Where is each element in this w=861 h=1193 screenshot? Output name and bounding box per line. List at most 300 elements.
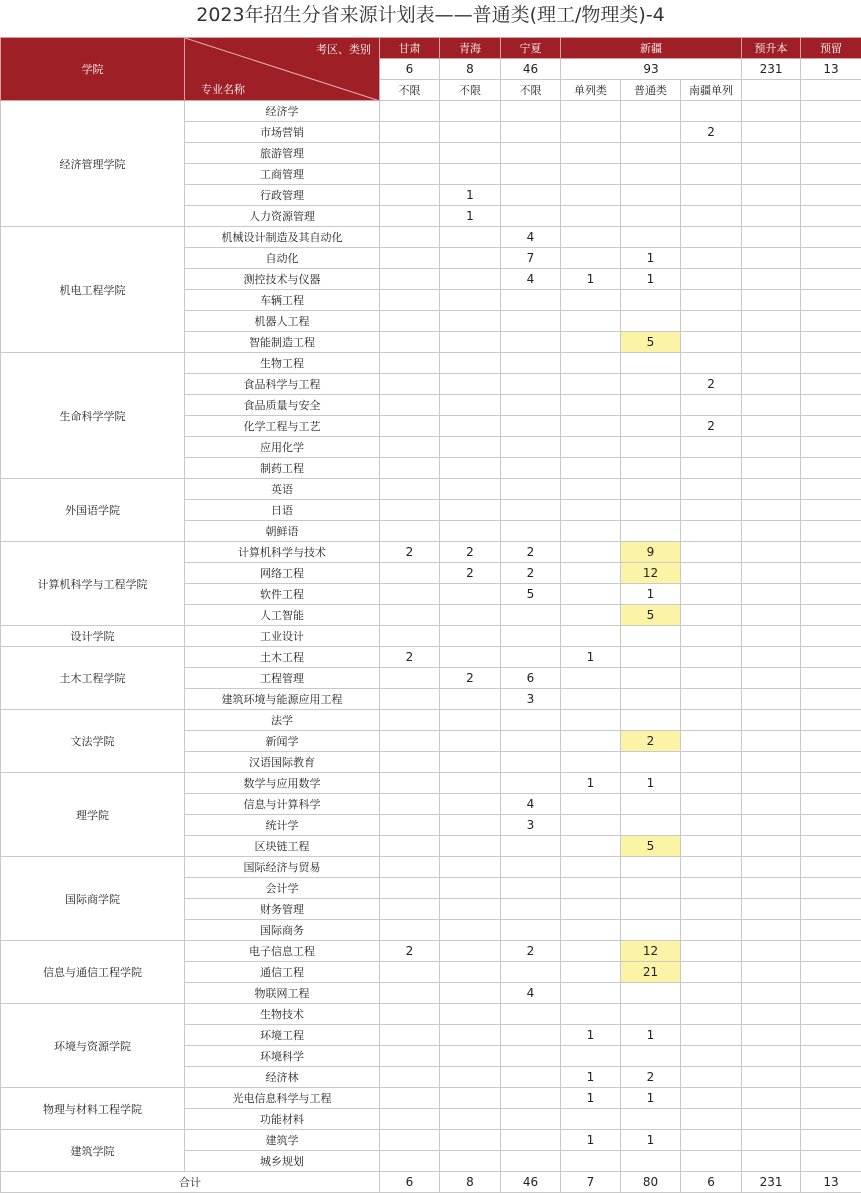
quota-cell	[561, 395, 621, 416]
quota-cell	[380, 521, 440, 542]
quota-cell-empty	[801, 857, 861, 878]
major-name-cell: 功能材料	[185, 1109, 380, 1130]
quota-cell	[561, 290, 621, 311]
major-name-cell: 城乡规划	[185, 1151, 380, 1172]
quota-cell	[380, 290, 440, 311]
province-header-xinjiang: 新疆	[561, 38, 742, 59]
quota-cell: 2	[501, 941, 561, 962]
major-name-cell: 区块链工程	[185, 836, 380, 857]
quota-cell	[380, 920, 440, 941]
quota-cell	[681, 815, 742, 836]
major-name-cell: 机械设计制造及其自动化	[185, 227, 380, 248]
quota-cell-empty	[742, 794, 801, 815]
quota-cell	[561, 920, 621, 941]
quota-cell	[440, 941, 501, 962]
quota-cell	[681, 1067, 742, 1088]
quota-cell	[681, 752, 742, 773]
quota-cell	[380, 374, 440, 395]
quota-cell	[380, 416, 440, 437]
major-name-cell: 智能制造工程	[185, 332, 380, 353]
quota-cell	[561, 857, 621, 878]
total-value-cell: 13	[801, 1172, 861, 1193]
quota-cell	[561, 185, 621, 206]
quota-cell-empty	[801, 920, 861, 941]
major-name-cell: 车辆工程	[185, 290, 380, 311]
quota-cell-empty	[742, 1004, 801, 1025]
quota-cell	[380, 500, 440, 521]
quota-cell-empty	[742, 521, 801, 542]
quota-cell	[440, 794, 501, 815]
quota-cell	[501, 290, 561, 311]
major-name-cell: 人力资源管理	[185, 206, 380, 227]
quota-cell	[501, 353, 561, 374]
quota-cell: 2	[440, 563, 501, 584]
quota-cell-empty	[742, 164, 801, 185]
quota-cell	[380, 1151, 440, 1172]
major-name-cell: 环境科学	[185, 1046, 380, 1067]
quota-cell	[561, 941, 621, 962]
quota-cell: 2	[681, 374, 742, 395]
quota-cell: 2	[440, 542, 501, 563]
quota-cell: 1	[561, 269, 621, 290]
table-body	[1, 101, 861, 1193]
quota-cell	[440, 584, 501, 605]
quota-cell-empty	[742, 668, 801, 689]
major-name-cell: 应用化学	[185, 437, 380, 458]
quota-cell	[681, 878, 742, 899]
quota-cell	[681, 689, 742, 710]
quota-cell	[501, 164, 561, 185]
quota-cell	[380, 1067, 440, 1088]
quota-cell	[380, 815, 440, 836]
quota-cell	[621, 185, 681, 206]
quota-cell	[380, 101, 440, 122]
quota-cell-empty	[742, 542, 801, 563]
quota-cell	[621, 395, 681, 416]
province-header-gansu: 甘肃	[380, 38, 440, 59]
quota-cell	[561, 1046, 621, 1067]
major-name-cell: 法学	[185, 710, 380, 731]
major-name-cell: 建筑学	[185, 1130, 380, 1151]
quota-cell	[380, 899, 440, 920]
quota-cell	[561, 164, 621, 185]
college-name-cell: 理学院	[1, 773, 185, 857]
quota-cell-empty	[742, 248, 801, 269]
quota-cell	[681, 563, 742, 584]
major-name-cell: 物联网工程	[185, 983, 380, 1004]
major-name-cell: 汉语国际教育	[185, 752, 380, 773]
quota-cell-empty	[742, 899, 801, 920]
quota-cell	[621, 752, 681, 773]
quota-cell	[621, 689, 681, 710]
quota-cell-empty	[742, 962, 801, 983]
quota-cell-empty	[801, 206, 861, 227]
major-name-cell: 建筑环境与能源应用工程	[185, 689, 380, 710]
quota-cell	[681, 584, 742, 605]
quota-cell-empty	[742, 920, 801, 941]
quota-cell	[501, 731, 561, 752]
college-column-header: 学院	[1, 38, 185, 101]
quota-cell-empty	[742, 416, 801, 437]
quota-cell	[681, 248, 742, 269]
quota-cell: 2	[681, 122, 742, 143]
quota-cell	[561, 542, 621, 563]
quota-cell-empty	[801, 899, 861, 920]
quota-cell-empty	[801, 101, 861, 122]
quota-cell-empty	[742, 752, 801, 773]
quota-cell	[501, 836, 561, 857]
enrollment-plan-table-wrap	[0, 37, 861, 1193]
quota-cell	[501, 899, 561, 920]
quota-cell-empty	[801, 962, 861, 983]
quota-cell	[501, 437, 561, 458]
major-name-cell: 工业设计	[185, 626, 380, 647]
region-category-label: 考区、类别	[316, 43, 371, 56]
quota-cell-empty	[742, 353, 801, 374]
quota-cell	[681, 983, 742, 1004]
quota-cell: 1	[621, 1025, 681, 1046]
college-name-cell: 建筑学院	[1, 1130, 185, 1172]
quota-cell	[440, 311, 501, 332]
table-row	[1, 353, 861, 374]
major-name-cell: 数学与应用数学	[185, 773, 380, 794]
major-name-cell: 工商管理	[185, 164, 380, 185]
quota-cell-empty	[801, 269, 861, 290]
college-name-cell: 设计学院	[1, 626, 185, 647]
quota-cell-empty	[801, 542, 861, 563]
quota-cell	[561, 962, 621, 983]
quota-cell	[501, 626, 561, 647]
quota-cell	[681, 647, 742, 668]
quota-cell	[621, 290, 681, 311]
quota-cell: 21	[621, 962, 681, 983]
major-name-cell: 生物技术	[185, 1004, 380, 1025]
quota-cell-empty	[742, 227, 801, 248]
quota-cell-empty	[801, 626, 861, 647]
major-name-cell: 自动化	[185, 248, 380, 269]
quota-cell: 1	[561, 1025, 621, 1046]
major-name-cell: 经济学	[185, 101, 380, 122]
quota-cell	[440, 269, 501, 290]
major-name-cell: 信息与计算科学	[185, 794, 380, 815]
quota-cell: 9	[621, 542, 681, 563]
quota-cell	[681, 164, 742, 185]
major-name-cell: 日语	[185, 500, 380, 521]
quota-cell	[501, 962, 561, 983]
quota-cell	[681, 500, 742, 521]
quota-cell	[440, 416, 501, 437]
quota-cell-empty	[801, 584, 861, 605]
college-name-cell: 计算机科学与工程学院	[1, 542, 185, 626]
quota-cell	[440, 878, 501, 899]
quota-cell: 2	[681, 416, 742, 437]
category-cell-empty	[742, 80, 801, 101]
quota-cell	[561, 1109, 621, 1130]
quota-cell-empty	[801, 143, 861, 164]
college-name-cell: 外国语学院	[1, 479, 185, 542]
major-name-cell: 英语	[185, 479, 380, 500]
quota-cell-empty	[801, 731, 861, 752]
table-row	[1, 1130, 861, 1151]
quota-cell-empty	[742, 185, 801, 206]
quota-cell	[501, 458, 561, 479]
quota-cell-empty	[801, 815, 861, 836]
quota-cell-empty	[801, 1067, 861, 1088]
quota-cell	[561, 101, 621, 122]
quota-cell: 2	[380, 542, 440, 563]
table-row	[1, 626, 861, 647]
quota-cell-empty	[742, 941, 801, 962]
quota-cell	[501, 647, 561, 668]
quota-cell	[681, 731, 742, 752]
quota-cell	[561, 143, 621, 164]
quota-cell	[621, 710, 681, 731]
major-name-cell: 化学工程与工艺	[185, 416, 380, 437]
quota-cell-empty	[742, 983, 801, 1004]
quota-cell	[440, 1130, 501, 1151]
quota-cell: 2	[380, 941, 440, 962]
table-row	[1, 647, 861, 668]
quota-cell: 4	[501, 794, 561, 815]
quota-cell: 1	[561, 1067, 621, 1088]
quota-cell	[501, 416, 561, 437]
quota-cell	[380, 437, 440, 458]
quota-cell	[380, 332, 440, 353]
quota-cell	[440, 227, 501, 248]
quota-cell	[440, 101, 501, 122]
quota-cell	[561, 836, 621, 857]
quota-cell-empty	[742, 1151, 801, 1172]
quota-cell	[681, 353, 742, 374]
quota-cell	[501, 143, 561, 164]
quota-cell-empty	[742, 731, 801, 752]
major-name-cell: 国际商务	[185, 920, 380, 941]
quota-cell	[380, 794, 440, 815]
quota-cell	[440, 857, 501, 878]
quota-cell	[440, 1025, 501, 1046]
quota-cell	[380, 164, 440, 185]
quota-cell	[440, 332, 501, 353]
quota-cell	[681, 332, 742, 353]
quota-cell-empty	[801, 1046, 861, 1067]
quota-cell: 5	[621, 836, 681, 857]
quota-cell	[681, 227, 742, 248]
quota-cell-empty	[742, 1109, 801, 1130]
quota-cell	[440, 521, 501, 542]
quota-cell: 1	[440, 185, 501, 206]
quota-cell-empty	[742, 815, 801, 836]
quota-cell	[621, 878, 681, 899]
table-row	[1, 1088, 861, 1109]
quota-cell-empty	[742, 605, 801, 626]
quota-cell	[621, 101, 681, 122]
quota-cell	[561, 458, 621, 479]
quota-cell	[501, 1025, 561, 1046]
major-name-cell: 制药工程	[185, 458, 380, 479]
quota-cell	[621, 794, 681, 815]
quota-cell	[681, 857, 742, 878]
quota-cell	[380, 269, 440, 290]
quota-cell: 2	[501, 563, 561, 584]
province-header-ningxia: 宁夏	[501, 38, 561, 59]
quota-cell	[501, 1151, 561, 1172]
quota-cell-empty	[801, 416, 861, 437]
quota-cell	[380, 1109, 440, 1130]
quota-cell-empty	[742, 1025, 801, 1046]
quota-cell	[681, 773, 742, 794]
quota-cell	[501, 311, 561, 332]
quota-cell	[440, 710, 501, 731]
quota-cell	[561, 206, 621, 227]
total-value-cell: 6	[380, 1172, 440, 1193]
quota-cell	[501, 332, 561, 353]
quota-cell	[561, 311, 621, 332]
college-name-cell: 经济管理学院	[1, 101, 185, 227]
total-row	[1, 1172, 861, 1193]
quota-cell	[561, 332, 621, 353]
quota-cell-empty	[801, 1130, 861, 1151]
quota-cell-empty	[742, 1088, 801, 1109]
quota-cell	[681, 605, 742, 626]
table-header	[1, 38, 861, 101]
quota-cell	[440, 290, 501, 311]
enrollment-plan-table	[0, 37, 861, 1193]
quota-cell	[380, 227, 440, 248]
quota-cell	[440, 815, 501, 836]
province-header-upgrade: 预升本	[742, 38, 801, 59]
category-cell: 不限	[440, 80, 501, 101]
quota-cell-empty	[742, 878, 801, 899]
quota-cell	[561, 794, 621, 815]
province-total-xinjiang: 93	[561, 59, 742, 80]
page-title: 2023年招生分省来源计划表——普通类(理工/物理类)-4	[196, 4, 665, 26]
quota-cell	[621, 857, 681, 878]
quota-cell	[561, 416, 621, 437]
college-name-cell: 信息与通信工程学院	[1, 941, 185, 1004]
quota-cell: 1	[621, 269, 681, 290]
major-name-cell: 财务管理	[185, 899, 380, 920]
table-row	[1, 227, 861, 248]
quota-cell	[440, 689, 501, 710]
quota-cell	[621, 1151, 681, 1172]
quota-cell: 12	[621, 941, 681, 962]
quota-cell-empty	[801, 1004, 861, 1025]
quota-cell-empty	[801, 248, 861, 269]
quota-cell	[380, 584, 440, 605]
quota-cell	[440, 899, 501, 920]
quota-cell	[621, 815, 681, 836]
total-value-cell: 7	[561, 1172, 621, 1193]
quota-cell-empty	[801, 752, 861, 773]
quota-cell	[681, 836, 742, 857]
quota-cell-empty	[742, 710, 801, 731]
quota-cell-empty	[801, 395, 861, 416]
quota-cell-empty	[742, 689, 801, 710]
quota-cell	[561, 689, 621, 710]
diagonal-header-cell	[185, 38, 380, 101]
college-name-cell: 文法学院	[1, 710, 185, 773]
province-header-reserve: 预留	[801, 38, 861, 59]
quota-cell-empty	[742, 101, 801, 122]
quota-cell-empty	[742, 395, 801, 416]
quota-cell	[681, 542, 742, 563]
quota-cell	[380, 689, 440, 710]
quota-cell	[561, 815, 621, 836]
quota-cell-empty	[742, 584, 801, 605]
quota-cell-empty	[801, 983, 861, 1004]
quota-cell-empty	[801, 689, 861, 710]
quota-cell	[681, 794, 742, 815]
quota-cell-empty	[801, 668, 861, 689]
major-name-cell: 通信工程	[185, 962, 380, 983]
quota-cell	[621, 500, 681, 521]
quota-cell	[501, 1004, 561, 1025]
quota-cell	[380, 731, 440, 752]
quota-cell	[681, 668, 742, 689]
quota-cell	[440, 1109, 501, 1130]
quota-cell: 2	[501, 542, 561, 563]
quota-cell	[561, 983, 621, 1004]
quota-cell	[440, 1088, 501, 1109]
quota-cell	[380, 1130, 440, 1151]
quota-cell	[380, 1025, 440, 1046]
province-total-ningxia: 46	[501, 59, 561, 80]
quota-cell	[681, 290, 742, 311]
quota-cell	[621, 122, 681, 143]
quota-cell	[380, 206, 440, 227]
quota-cell: 3	[501, 689, 561, 710]
quota-cell	[561, 248, 621, 269]
total-value-cell: 8	[440, 1172, 501, 1193]
major-name-cell: 人工智能	[185, 605, 380, 626]
table-row	[1, 479, 861, 500]
quota-cell-empty	[801, 290, 861, 311]
quota-cell-empty	[742, 857, 801, 878]
quota-cell	[380, 857, 440, 878]
category-cell: 普通类	[621, 80, 681, 101]
quota-cell	[561, 584, 621, 605]
quota-cell: 2	[621, 1067, 681, 1088]
quota-cell	[621, 206, 681, 227]
major-name-cell: 食品科学与工程	[185, 374, 380, 395]
quota-cell-empty	[742, 332, 801, 353]
quota-cell	[440, 353, 501, 374]
quota-cell	[440, 626, 501, 647]
quota-cell	[380, 458, 440, 479]
category-cell: 南疆单列	[681, 80, 742, 101]
quota-cell	[380, 1088, 440, 1109]
quota-cell	[621, 1004, 681, 1025]
category-cell-empty	[801, 80, 861, 101]
quota-cell: 1	[621, 1088, 681, 1109]
quota-cell	[380, 1046, 440, 1067]
quota-cell	[681, 1025, 742, 1046]
quota-cell-empty	[742, 773, 801, 794]
quota-cell	[681, 1046, 742, 1067]
quota-cell-empty	[742, 563, 801, 584]
table-row	[1, 542, 861, 563]
college-name-cell: 机电工程学院	[1, 227, 185, 353]
quota-cell	[681, 626, 742, 647]
quota-cell-empty	[801, 1088, 861, 1109]
quota-cell-empty	[801, 1025, 861, 1046]
quota-cell	[440, 395, 501, 416]
quota-cell: 1	[621, 584, 681, 605]
quota-cell-empty	[742, 1046, 801, 1067]
quota-cell	[440, 773, 501, 794]
quota-cell	[621, 626, 681, 647]
quota-cell	[681, 311, 742, 332]
